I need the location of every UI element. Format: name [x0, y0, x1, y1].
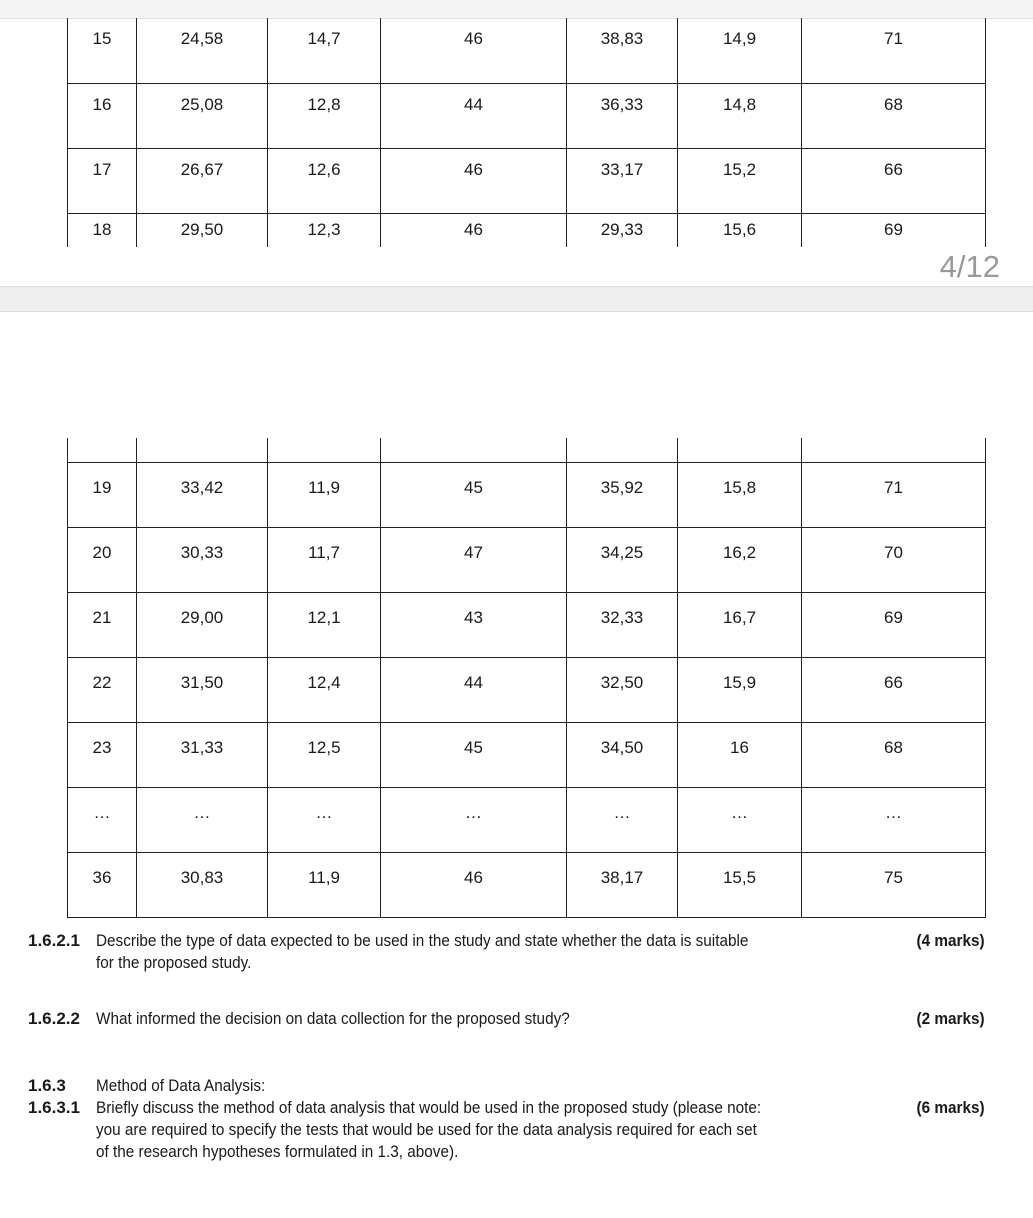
section-heading: Method of Data Analysis: [96, 1076, 266, 1095]
table-cell: 12,3 [268, 213, 381, 247]
table-cell: 32,33 [567, 592, 678, 657]
table-cell: 15,9 [678, 657, 802, 722]
table-cell: 15,5 [678, 852, 802, 917]
question-text: Describe the type of data expected to be used in the study and state whether the data is suitable for the proposed study. [96, 931, 749, 972]
table-cell: 15,2 [678, 148, 802, 213]
table-cell: 12,1 [268, 592, 381, 657]
table-cell: 33,42 [137, 462, 268, 527]
table-cell: 46 [381, 852, 567, 917]
table-row [68, 462, 986, 527]
table-cell: 32,50 [567, 657, 678, 722]
table-cell: 69 [802, 213, 986, 247]
table-cell: 71 [802, 18, 986, 83]
table-cell: 12,6 [268, 148, 381, 213]
table-cell: 11,9 [268, 852, 381, 917]
question-marks: (2 marks) [916, 1009, 985, 1028]
table-cell: 33,17 [567, 148, 678, 213]
table-cell: 38,83 [567, 18, 678, 83]
table-cell: 11,7 [268, 527, 381, 592]
table-row [68, 148, 986, 213]
table-cell: 75 [802, 852, 986, 917]
table-cell: 44 [381, 657, 567, 722]
table-cell: 36,33 [567, 83, 678, 148]
table-row [68, 787, 986, 852]
table-cell: 45 [381, 462, 567, 527]
table-cell: 44 [381, 83, 567, 148]
table-cell: 29,33 [567, 213, 678, 247]
table-cell: 17 [68, 148, 137, 213]
table-row [68, 83, 986, 148]
table-cell: 15 [68, 18, 137, 83]
table-cell: … [137, 787, 268, 852]
table-cell: 43 [381, 592, 567, 657]
table-cell: … [268, 787, 381, 852]
table-cell: … [381, 787, 567, 852]
table-cell: 18 [68, 213, 137, 247]
table-cell: 23 [68, 722, 137, 787]
table-cell: 30,33 [137, 527, 268, 592]
question-marks: (6 marks) [916, 1098, 985, 1117]
table-cell: 34,25 [567, 527, 678, 592]
question-text: What informed the decision on data collection for the proposed study? [96, 1009, 570, 1028]
question-number: 1.6.2.2 [28, 1009, 80, 1028]
data-table-bottom [67, 438, 986, 918]
table-cell: 21 [68, 592, 137, 657]
table-row [68, 657, 986, 722]
table-cell: 26,67 [137, 148, 268, 213]
table-cell: 16 [678, 722, 802, 787]
table-cell: 29,00 [137, 592, 268, 657]
data-table-top [67, 18, 986, 247]
table-cell: 14,9 [678, 18, 802, 83]
table-cell: 11,9 [268, 462, 381, 527]
table-cell: 16 [68, 83, 137, 148]
table-cell: 20 [68, 527, 137, 592]
table-cell: 68 [802, 722, 986, 787]
table-cell: 36 [68, 852, 137, 917]
table-row [68, 527, 986, 592]
table-cell: 15,8 [678, 462, 802, 527]
table-cell: 66 [802, 148, 986, 213]
table-cell: 35,92 [567, 462, 678, 527]
table-cell: 31,33 [137, 722, 268, 787]
table-cell: 19 [68, 462, 137, 527]
question-number: 1.6.3.1 [28, 1098, 80, 1117]
table-cell: … [68, 787, 137, 852]
table-row [68, 213, 986, 247]
table-cell: 16,2 [678, 527, 802, 592]
table-cell: 25,08 [137, 83, 268, 148]
page-indicator: 4/12 [939, 249, 1000, 284]
table-row [68, 722, 986, 787]
table-cell: 14,8 [678, 83, 802, 148]
table-cell: 46 [381, 18, 567, 83]
table-cell: 34,50 [567, 722, 678, 787]
table-cell: 12,4 [268, 657, 381, 722]
table-cell: 15,6 [678, 213, 802, 247]
question-marks: (4 marks) [916, 931, 985, 950]
table-cell: 22 [68, 657, 137, 722]
table-cell: 70 [802, 527, 986, 592]
table-cell: 24,58 [137, 18, 268, 83]
viewer-top-bar [0, 0, 1033, 19]
table-cell: 66 [802, 657, 986, 722]
table-cell: 46 [381, 148, 567, 213]
table-cell: 45 [381, 722, 567, 787]
table-continuation-stub [68, 438, 986, 462]
table-row [68, 852, 986, 917]
table-row [68, 592, 986, 657]
question-text: Briefly discuss the method of data analysis that would be used in the proposed study (please note: you are required to specify the tests that would be used for the data analysis required for each set of the research hypotheses formulated in 1.3, above). [96, 1098, 762, 1161]
table-cell: 31,50 [137, 657, 268, 722]
question-number: 1.6.2.1 [28, 931, 80, 950]
table-cell: 69 [802, 592, 986, 657]
page-separator [0, 286, 1033, 312]
table-cell: … [802, 787, 986, 852]
table-cell: 38,17 [567, 852, 678, 917]
table-cell: 71 [802, 462, 986, 527]
table-row [68, 18, 986, 83]
table-cell: 47 [381, 527, 567, 592]
table-cell: 14,7 [268, 18, 381, 83]
table-cell: 46 [381, 213, 567, 247]
table-cell: 16,7 [678, 592, 802, 657]
table-cell: 30,83 [137, 852, 268, 917]
table-cell: … [678, 787, 802, 852]
table-cell: 68 [802, 83, 986, 148]
table-cell: 12,5 [268, 722, 381, 787]
table-cell: … [567, 787, 678, 852]
section-number: 1.6.3 [28, 1076, 66, 1095]
table-cell: 12,8 [268, 83, 381, 148]
table-cell: 29,50 [137, 213, 268, 247]
